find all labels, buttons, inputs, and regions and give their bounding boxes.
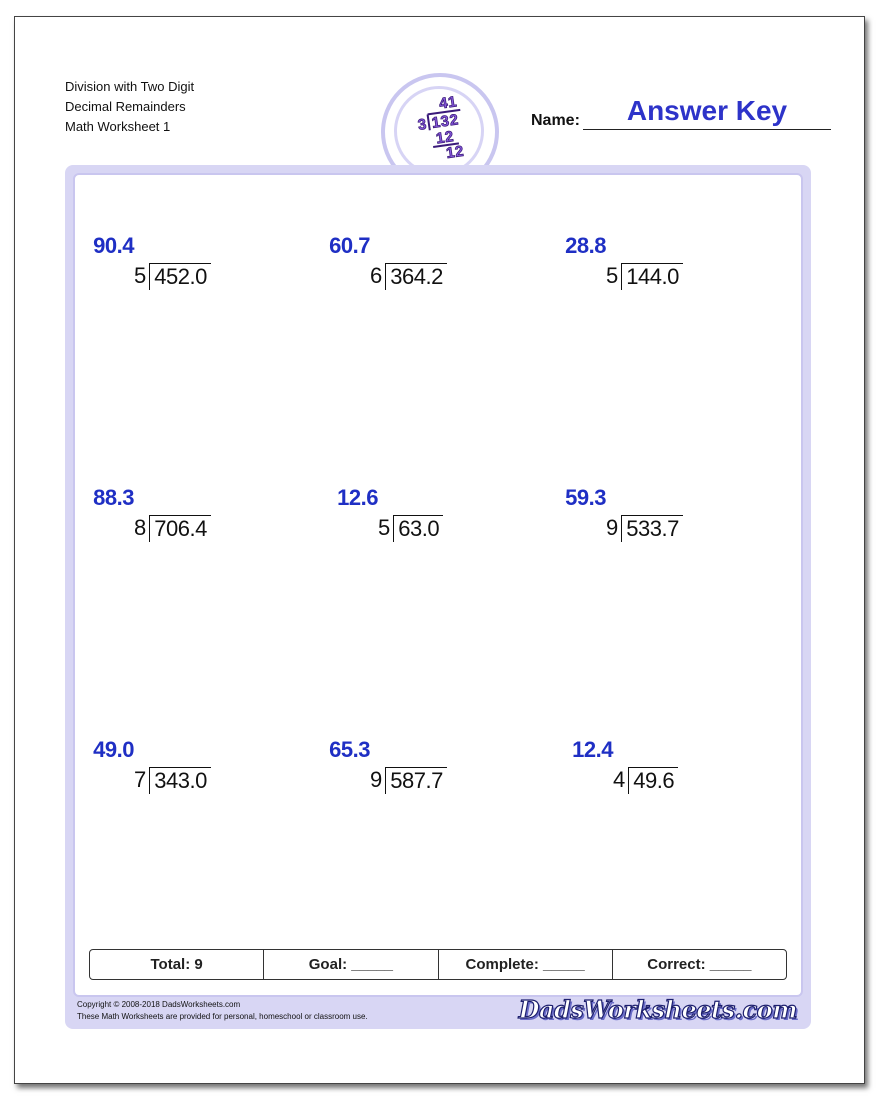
dividend: 144.0 — [621, 263, 683, 290]
score-goal[interactable]: Goal: _____ — [264, 950, 438, 979]
divisor: 5 — [378, 515, 391, 540]
name-label: Name: — [531, 112, 580, 129]
score-total: Total: 9 — [90, 950, 264, 979]
divisor: 4 — [613, 767, 626, 792]
brand-logo: DadsWorksheets.com — [518, 995, 797, 1024]
logo-digit: 1 — [445, 144, 456, 163]
logo-digit: 4 — [438, 94, 449, 113]
quotient: 59.3 — [565, 485, 606, 510]
quotient: 65.3 — [329, 737, 370, 762]
logo-digit: 1 — [434, 129, 446, 148]
logo-digit: 3 — [416, 115, 428, 134]
divisor: 9 — [370, 767, 383, 792]
dividend: 63.0 — [393, 515, 443, 542]
quotient: 28.8 — [565, 233, 606, 258]
copyright-text: Copyright © 2008-2018 DadsWorksheets.com — [77, 1000, 241, 1009]
dividend: 706.4 — [149, 515, 211, 542]
quotient: 88.3 — [93, 485, 134, 510]
name-field[interactable] — [583, 95, 831, 130]
usage-notice: These Math Worksheets are provided for personal, homeschool or classroom use. — [77, 1012, 368, 1021]
score-complete[interactable]: Complete: _____ — [439, 950, 613, 979]
dividend: 533.7 — [621, 515, 683, 542]
problems-frame — [65, 165, 811, 1029]
quotient: 12.4 — [572, 737, 613, 762]
footer-notice — [77, 999, 368, 1023]
quotient: 49.0 — [93, 737, 134, 762]
answer-key-text: Answer Key — [626, 95, 788, 126]
dividend: 364.2 — [385, 263, 447, 290]
divisor: 6 — [370, 263, 383, 288]
quotient: 90.4 — [93, 233, 134, 258]
worksheet-page — [14, 16, 865, 1084]
problems-area — [73, 173, 803, 997]
logo-digit: 1 — [430, 113, 442, 132]
title-line-1: Division with Two Digit — [65, 79, 195, 94]
score-box — [89, 949, 787, 980]
dividend: 452.0 — [149, 263, 211, 290]
logo-digit: 2 — [453, 142, 465, 161]
logo-digit: 3 — [439, 112, 451, 131]
long-division-icon — [397, 89, 481, 173]
worksheet-title — [65, 77, 194, 137]
divisor: 5 — [134, 263, 147, 288]
logo-digit: 1 — [447, 93, 458, 112]
score-correct[interactable]: Correct: _____ — [647, 956, 752, 973]
dividend: 49.6 — [628, 767, 678, 794]
divisor: 7 — [134, 767, 147, 792]
divisor: 8 — [134, 515, 147, 540]
divisor: 5 — [606, 263, 619, 288]
quotient: 60.7 — [329, 233, 370, 258]
quotient: 12.6 — [337, 485, 378, 510]
title-line-3: Math Worksheet 1 — [65, 119, 171, 134]
title-line-2: Decimal Remainders — [65, 99, 186, 114]
dividend: 343.0 — [149, 767, 211, 794]
logo-digit: 2 — [448, 111, 460, 130]
dividend: 587.7 — [385, 767, 447, 794]
divisor: 9 — [606, 515, 619, 540]
logo-digit: 2 — [443, 128, 455, 147]
